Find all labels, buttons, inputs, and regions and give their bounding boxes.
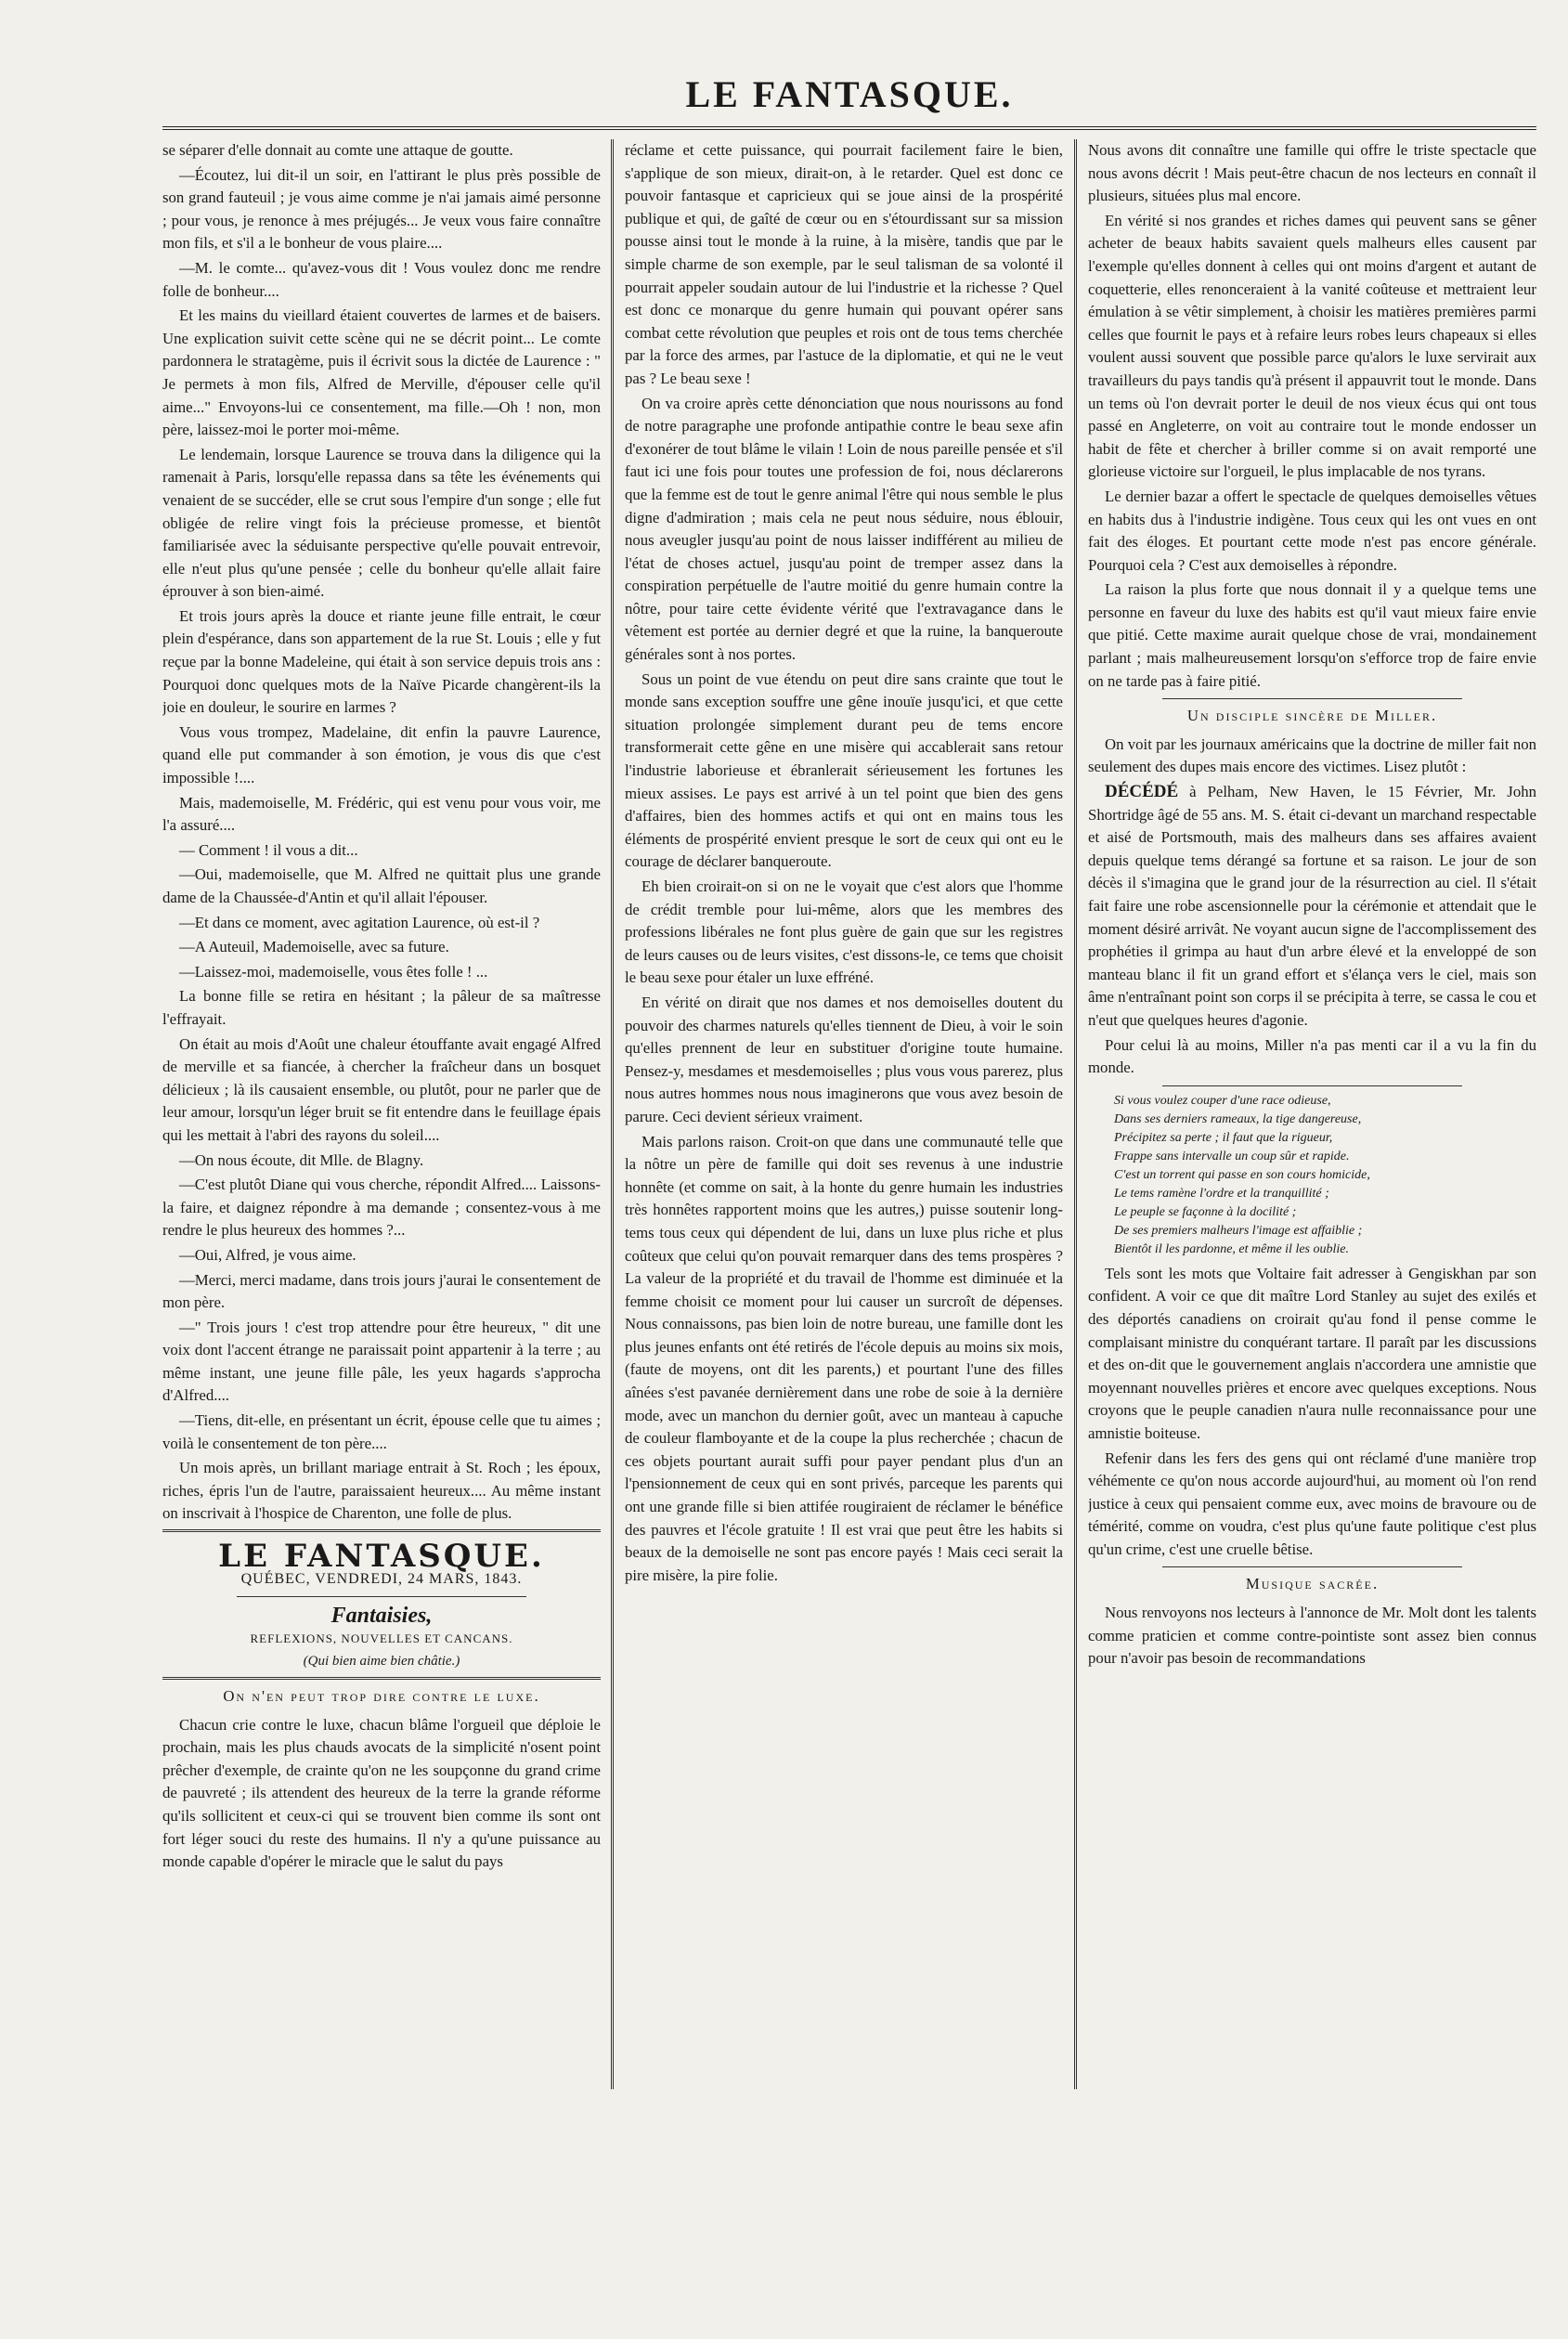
paragraph: Le lendemain, lorsque Laurence se trouva dans la diligence qui la ramenait à Paris, lorsqu'elle repassa dans sa tête les événements qui venaient de se succéder, elle se crut sous l'empire d'un songe ; elle fut obligée de relire vingt fois la précieuse promesse, et bientôt familiarisée avec la séduisante perspective qu'elle pouvait entrevoir, elle n'eut plus qu'une pensée ; celle du bonheur qu'elle allait faire éprouver à son bien-aimé. [162,445,601,601]
divider [162,1677,601,1680]
paragraph: Le dernier bazar a offert le spectacle de quelques demoiselles vêtues en habits dus à l'industrie indigène. Tous ceux qui les ont vues en ont fait des éloges. Et pourtant cette mode n'est pas encore générale. Pourquoi cela ? C'est aux demoiselles à répondre. [1088,487,1536,574]
stanley-article [1088,1263,1536,1562]
masthead-title: LE FANTASQUE. [685,73,1014,115]
paragraph: Mais, mademoiselle, M. Frédéric, qui est venu pour vous voir, me l'a assuré.... [162,793,601,835]
deces-word: DÉCÉDÉ [1105,782,1179,802]
paper-name: LE FANTASQUE. [218,1538,545,1576]
paragraph: —C'est plutôt Diane qui vous cherche, répondit Alfred.... Laissons-la faire, et daignez répondre à ma demande ; consentez-vous à me rendre le plus heureux des hommes ?... [162,1176,601,1240]
paragraph: —A Auteuil, Mademoiselle, avec sa future. [179,938,449,956]
column-separator [1074,139,1077,2089]
divider [1162,698,1462,699]
verse-line: De ses premiers malheurs l'image est affaiblie ; [1114,1223,1363,1238]
section-title: Fantaisies, [330,1604,433,1629]
paragraph: —Et dans ce moment, avec agitation Laurence, où est-il ? [179,913,540,931]
article-title: On n'en peut trop dire contre le luxe. [223,1687,540,1705]
paragraph: Et les mains du vieillard étaient couvertes de larmes et de baisers. Une explication suivit cette scène qui ne se décrit point... Le comte pardonnera le stratagème, puis il écrivit sous la dictée de Laurence : " Je permets à mon fils, Alfred de Merville, d'épouser celle qu'il aime..." Envoyons-lui ce consentement, ma fille.—Oh ! non, mon père, laissez-moi le porter moi-même. [162,306,601,439]
article-body [162,1714,601,1874]
paragraph: —Oui, Alfred, je vous aime. [179,1245,356,1264]
paragraph: Sous un point de vue étendu on peut dire sans crainte que tout le monde sans exception souffre une gêne inouïe jusqu'ici, et que cette situation prolongée simplement durant peu de tems encore transformerait cette gêne en une misère qui accablerait sans retour l'industrie laborieuse et ébranlerait sérieusement les fortunes les mieux assises. Le pays est arrivé à un tel point que bien des gens d'affaires, bien des hommes actifs et qui ont en mains tous les éléments de prospérité envient presque le sort de ceux qui ont eu le courage de déclarer banqueroute. [625,669,1063,871]
paragraph: Et trois jours après la douce et riante jeune fille entrait, le cœur plein d'espérance, dans son appartement de la rue St. Louis ; elle y fut reçue par la bonne Madeleine, qui était à son service depuis trois ans : Pourquoi donc quelques mots de la Naïve Picarde changèrent-ils la joie en douleur, le sourire en larmes ? [162,606,601,717]
column-2 [625,139,1063,2089]
paragraph: On était au mois d'Août une chaleur étouffante avait engagé Alfred de merville et sa fiancée, à chercher la fraîcheur dans un bosquet délicieux ; là ils causaient ensemble, ou plutôt, pour ne parler que de leur amour, lorsqu'un léger bruit se fit entendre dans le feuillage épais qui les mettait à l'abri des rayons du soleil.... [162,1034,601,1144]
paragraph: —Tiens, dit-elle, en présentant un écrit, épouse celle que tu aimes ; voilà le consentement de ton père.... [162,1411,601,1452]
paragraph: — Comment ! il vous a dit... [179,840,358,859]
column-separator [611,139,614,2089]
verse-line: Le tems ramène l'ordre et la tranquillité ; [1114,1186,1329,1201]
article-body [1088,139,1536,693]
paragraph: Un mois après, un brillant mariage entrait à St. Roch ; les époux, riches, épris l'un de l'autre, paraissaient heureux.... Au même instant on inscrivait à l'hospice de Charenton, une folle de plus. [162,1459,601,1523]
paragraph: Chacun crie contre le luxe, chacun blâme l'orgueil que déploie le prochain, mais les plus chauds avocats de la simplicité n'osent point prêcher d'exemple, de crainte qu'on ne les soupçonne du grand crime de pauvreté ; ils attendent des heureux de la terre la grande réforme qu'ils sollicitent et ceux-ci qui se trouvent bien comme ils sont ont fort léger souci du reste des humains. Il n'y a qu'une puissance au monde capable d'opérer le miracle que le salut du pays [162,1715,601,1871]
column-3 [1088,139,1536,2089]
verse [1114,1092,1536,1259]
paragraph: On va croire après cette dénonciation que nous nourissons au fond de notre paragraphe une profonde antipathie contre le beau sexe afin d'exonérer de tout blâme le vilain ! Loin de nous pareille pensée et s'il faut ici une fois pour toutes une profession de foi, nous déclarerons que la femme est de tout le genre animal l'être qui nous semble le plus digne d'admiration ; mais cela ne peut nous séduire, nous éblouir, nous aveugler jusqu'au point de nous laisser indifférent au milieu de l'état de choses actuel, jusqu'au point de tremper assez dans la conspiration perpétuelle de l'autre moitié du genre humain contre la nôtre, pour taire cette évidente vérité que l'extravagance dans le vêtement est portée au dernier degré et que la ruine, la banqueroute générales sont à nos portes. [625,394,1063,664]
paragraph: se séparer d'elle donnait au comte une attaque de goutte. [162,141,513,159]
miller-end: Pour celui là au moins, Miller n'a pas menti car il a vu la fin du monde. [1088,1035,1536,1077]
story-continuation [162,139,601,1526]
columns [162,139,1536,2089]
section-subtitle: REFLEXIONS, NOUVELLES ET CANCANS. [250,1631,513,1645]
divider [1162,1566,1462,1567]
verse-line: Précipitez sa perte ; il faut que la rigueur, [1114,1130,1333,1145]
article-body [625,139,1063,1587]
verse-line: Bientôt il les pardonne, et même il les oublie. [1114,1241,1349,1256]
verse-line: Le peuple se façonne à la docilité ; [1114,1204,1297,1219]
paragraph: Refenir dans les fers des gens qui ont réclamé d'une manière trop véhémente ce qu'on nous accorde aujourd'hui, au moment où l'on rend justice à ceux qui pensaient comme eux, avec moins de bravoure ou de témérité, comme on voudra, c'est plus qu'une faute politique c'est plus qu'un crime, c'est une cruelle bêtise. [1088,1449,1536,1558]
verse-line: Dans ses derniers rameaux, la tige dangereuse, [1114,1111,1362,1126]
paragraph: réclame et cette puissance, qui pourrait facilement faire le bien, s'applique de son mieux, dirait-on, à le retarder. Quel est donc ce pouvoir fantasque et capricieux qui se joue ainsi de la prospérité publique et qui, de gaîté de cœur ou en s'étourdissant sur sa mission pousse ainsi tout le monde à la ruine, à la misère, tandis que par le simple charme de son exemple, par le seul talisman de sa volonté il pourrait appeler soudain autour de lui l'industrie et la richesse ? Quel est donc ce monarque du genre humain qui pouvant opérer sans combat cette révolution que peuples et rois ont de tous tems cherchée par la force des armes, par l'astuce de la diplomatie, et qui ne le veut pas ? Le beau sexe ! [625,141,1063,387]
verse-line: Frappe sans intervalle un coup sûr et rapide. [1114,1149,1350,1163]
paragraph: —Laissez-moi, mademoiselle, vous êtes folle ! ... [179,962,488,981]
column-1 [162,139,601,2089]
paragraph: Eh bien croirait-on si on ne le voyait que c'est alors que l'homme de crédit tremble pour lui-même, alors que les membres des professions libérales ne font plus guère de gain que sur les registres de leurs causes ou de leurs visites, c'est dissons-le, ce tems que choisit le beau sexe pour étaler un luxe effréné. [625,877,1063,987]
paragraph: La bonne fille se retira en hésitant ; la pâleur de sa maîtresse l'effrayait. [162,987,601,1028]
paragraph: —M. le comte... qu'avez-vous dit ! Vous voulez donc me rendre folle de bonheur.... [162,258,601,300]
section-motto: (Qui bien aime bien châtie.) [303,1654,460,1670]
divider [162,1529,601,1532]
miller-intro: On voit par les journaux américains que la doctrine de miller fait non seulement des dupes mais encore des victimes. Lisez plutôt : [1088,734,1536,776]
paragraph: Tels sont les mots que Voltaire fait adresser à Gengiskhan par son confident. A voir ce que dit maître Lord Stanley au sujet des exilés et des déportés canadiens on croirait qu'au fond il pense comme le complaisant ministre du conquérant tartare. Il paraît par les discussions et des on-dit que le gouvernement anglais n'accordera une amnistie que moyennant nouvelles prières et encore avec quelques exceptions. Nous croyons que le peuple canadien n'aura nulle reconnaissance pour une amnistie boiteuse. [1088,1264,1536,1442]
miller-death-notice [1088,781,1536,1033]
divider [237,1596,526,1597]
paragraph: Vous vous trompez, Madelaine, dit enfin la pauvre Laurence, quand elle put commander à son émotion, je vous dis que c'est impossible !.... [162,722,601,787]
musique-text: Nous renvoyons nos lecteurs à l'annonce de Mr. Molt dont les talents comme praticien et comme contre-pointiste sont assez bien connus pour n'avoir pas besoin de recommandations [1088,1604,1536,1668]
verse-line: C'est un torrent qui passe en son cours homicide, [1114,1167,1370,1182]
paragraph: En vérité on dirait que nos dames et nos demoiselles doutent du pouvoir des charmes naturels qu'elles tiennent de Dieu, à voir le soin qu'elles prennent de leur en substituer d'origine toute humaine. Pensez-y, mesdames et mesdemoiselles ; plus vous vous parerez, plus nous autres hommes nous nous imaginerons que vous avez besoin de parure. Ceci devient sérieux vraiment. [625,993,1063,1125]
paragraph: —" Trois jours ! c'est trop attendre pour être heureux, " dit une voix dont l'accent étrange ne paraissait point appartenir à la terre ; au même instant, une jeune fille pâle, les yeux hagards s'approcha d'Alfred.... [162,1318,601,1405]
paragraph: —On nous écoute, dit Mlle. de Blagny. [179,1150,424,1169]
verse-line: Si vous voulez couper d'une race odieuse, [1114,1093,1331,1108]
masthead [162,72,1536,128]
masthead-rule [162,126,1536,130]
paragraph: La raison la plus forte que nous donnait il y a quelque tems une personne en faveur du luxe des habits est qu'il vaut mieux faire envie que pitié. Cette maxime aurait quelque chose de vrai, mondainement parlant ; mais malheureusement lorsqu'on s'efforce trop de faire envie on ne tarde pas à faire pitié. [1088,580,1536,690]
paragraph: —Écoutez, lui dit-il un soir, en l'attirant le plus près possible de son grand fauteuil ; je vous aime comme je n'ai jamais aimé personne ; pour vous, je renonce à mes préjugés... Je veux vous faire connaître mon fils, et s'il a le bonheur de vous plaire.... [162,165,601,253]
miller-title: Un disciple sincère de Miller. [1186,707,1438,725]
paragraph: —Merci, merci madame, dans trois jours j'aurai le consentement de mon père. [162,1270,601,1312]
deces-text: à Pelham, New Haven, le 15 Février, Mr. John Shortridge âgé de 55 ans. M. S. était ci-devant un marchand respectable et aisé de Portsmouth, mais des malheurs dans ses affaires avaient depuis quelque tems dérangé sa fortune et sa raison. Le jour de son décès il s'imagina que le grand jour de la résurrection au ciel. Il s'était fait faire une robe ascensionnelle pour la cérémonie et attendait que le moment désiré arrivât. Ne voyant aucun signe de l'accomplissement des prophéties il grimpa au haut d'un arbre élevé et la enveloppé de son manteau blanc il fit un grand effort et s'élança vers le ciel, mais son âme n'entraînant point son corps il se précipita à terre, se cassa le cou et n'eut que quelques heures d'agonie. [1088,783,1536,1029]
paragraph: Mais parlons raison. Croit-on que dans une communauté telle que la nôtre un père de famille qui doit ses revenus à une industrie honnête (et comme on sait, à la honte du genre humain les industries très honnêtes rapportent moins que les autres,) puisse soutenir long-tems tous ceux qui dépendent de lui, dans un luxe plus riche et plus coûteux que celui qu'on pouvait remarquer dans des tems prospères ? La valeur de la propriété et du travail de l'homme est diminuée et la femme choisit ce moment pour lui causer un surcroît de dépenses. Nous connaissons, pas bien loin de notre bureau, une famille dont les plus jeunes enfants ont été retirés de l'école depuis au moins six mois, (faute de moyens, ont dit les parents,) et pourtant l'une des filles aînées s'est pavanée dernièrement dans une robe de soie à la dernière mode, avec un manchon du dernier goût, avec un manteau à capuche de couleur flamboyante et de la coupe la plus recherchée ; chacun de ces objets pourtant aurait suffi pour payer pendant plus d'un an l'pensionnement de ceux qui en sont privés, parceque les parents qui ont une grande fille si bien attifée rougiraient de réclamer le bénéfice des pauvres et l'école gratuite ! Il est vrai que peut être les habits si beaux de la demoiselle ne sont pas encore payés ! Mais ceci serait la pire misère, la pire folie. [625,1132,1063,1584]
paragraph: Nous avons dit connaître une famille qui offre le triste spectacle que nous avons décrit ! Mais peut-être chacun de nos lecteurs en connaît il plusieurs, situées plus mal encore. [1088,141,1536,205]
paragraph: —Oui, mademoiselle, que M. Alfred ne quittait plus une grande dame de la Chaussée-d'Antin et qu'il allait l'épouser. [162,865,601,906]
paragraph: En vérité si nos grandes et riches dames qui peuvent sans se gêner acheter de beaux habits savaient quels malheurs elles causent par l'exemple qu'elles donnent à celles qui ont moins d'argent et autant de coquetterie, elles renonceraient à la vanité coûteuse et mettraient leur émulation à se vêtir simplement, à choisir les matières premières parmi celles que fournit le pays et à refaire leurs robes leurs chapeaux si elles voulent aussi souvent que possible parce qu'alors le luxe servirait aux travailleurs du pays tandis qu'à présent il appauvrit tout le monde. Dans un tems où l'on devrait porter le deuil de nos vieux écus qui ont tous passé en Angleterre, on voit au contraire tout le monde endosser un habit de fête et chercher à briller comme si on avait remporté une glorieuse victoire sur l'orgueil, le plus implacable de nos tyrans. [1088,211,1536,481]
musique-title: Musique sacrée. [1245,1575,1380,1593]
dateline: QUÉBEC, VENDREDI, 24 MARS, 1843. [240,1570,523,1587]
divider [1162,1085,1462,1086]
